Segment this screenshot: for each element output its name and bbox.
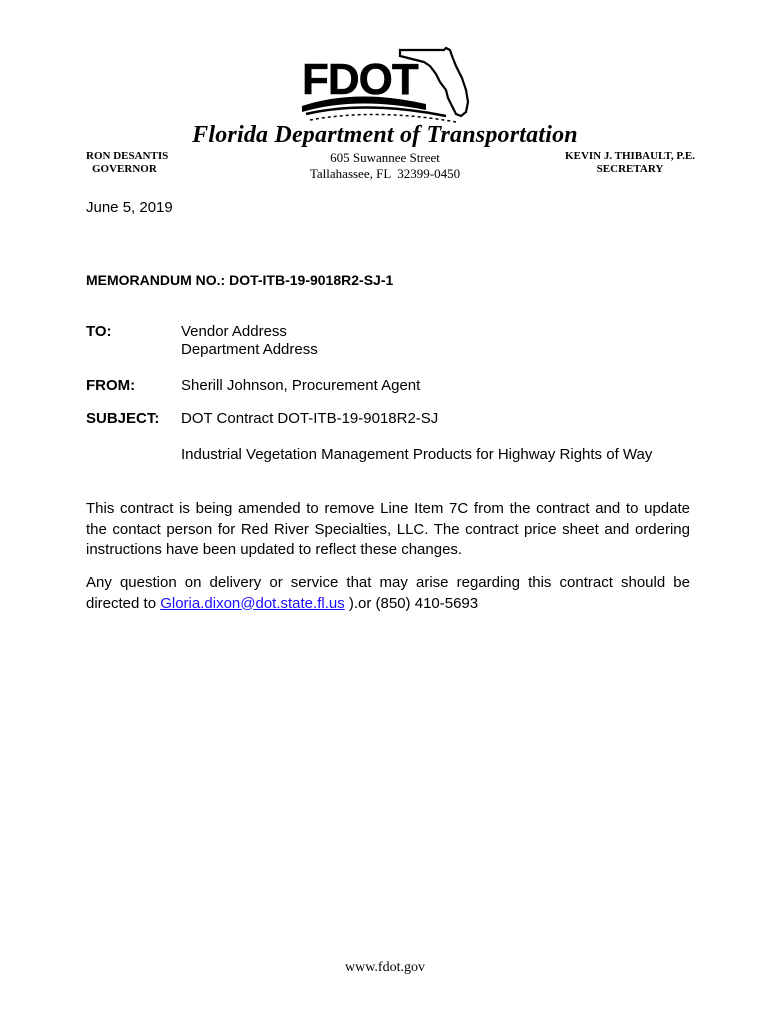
subject-line-2: Industrial Vegetation Management Products for Highway Rights of Way: [181, 446, 653, 463]
secretary-block: [560, 150, 700, 176]
secretary-title: SECRETARY: [596, 163, 664, 175]
paragraph-2-suffix: ).or (850) 410-5693: [344, 594, 479, 612]
memo-date: June 5, 2019: [86, 199, 173, 216]
address-line-2: Tallahassee, FL 32399-0450: [309, 166, 461, 181]
fdot-logo: [296, 44, 476, 126]
contact-email-link[interactable]: Gloria.dixon@dot.state.fl.us: [160, 594, 345, 612]
address-line-1: 605 Suwannee Street: [330, 150, 440, 165]
footer-website: www.fdot.gov: [345, 960, 425, 975]
memorandum-number: MEMORANDUM NO.: DOT-ITB-19-9018R2-SJ-1: [86, 272, 394, 288]
paragraph-2-text: Any question on delivery or service that may arise regarding this contract should be directed to: [86, 574, 690, 612]
secretary-name: KEVIN J. THIBAULT, P.E.: [565, 150, 695, 162]
from-value: Sherill Johnson, Procurement Agent: [181, 377, 421, 394]
svg-text:FDOT: FDOT: [302, 55, 418, 104]
body-paragraph-2: [86, 573, 690, 614]
to-label: TO:: [86, 323, 112, 340]
to-line-1: Vendor Address: [181, 323, 287, 340]
governor-name: RON DESANTIS: [86, 150, 169, 162]
governor-title: GOVERNOR: [92, 163, 157, 175]
department-name: Florida Department of Transportation: [192, 122, 578, 148]
to-line-2: Department Address: [181, 341, 318, 358]
subject-label: SUBJECT:: [86, 410, 160, 427]
from-label: FROM:: [86, 377, 136, 394]
to-value: [181, 323, 318, 359]
subject-line-1: DOT Contract DOT-ITB-19-9018R2-SJ: [181, 410, 439, 427]
body-paragraph-1: This contract is being amended to remove Line Item 7C from the contract and to update the contact person for Red River Specialties, LLC. The contract price sheet and ordering instructions have been updated to reflect these changes.: [86, 500, 690, 558]
